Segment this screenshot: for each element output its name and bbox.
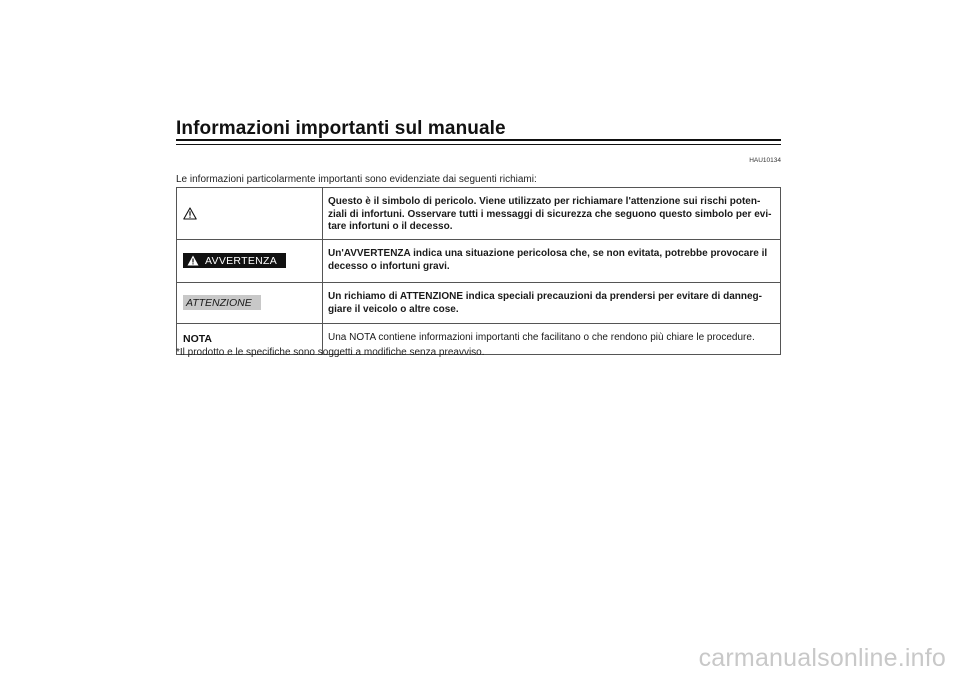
signal-words-table [176, 187, 781, 355]
warning-triangle-icon [187, 255, 199, 266]
hazard-symbol-cell [177, 188, 323, 239]
intro-text: Le informazioni particolarmente importanti sono evidenziate dai seguenti richiami: [176, 174, 537, 185]
warning-badge [183, 253, 286, 268]
note-description: Una NOTA contiene informazioni importanti che facilitano o che rendono più chiare le procedure. [328, 332, 755, 343]
watermark: carmanualsonline.info [698, 644, 946, 672]
warning-label: AVVERTENZA [205, 254, 278, 267]
hazard-description: Questo è il simbolo di pericolo. Viene utilizzato per richiamare l'attenzione sui rischi poten-ziali di infortuni. Osservare tutti i messaggi di sicurezza che seguono questo simbolo per evi-tare infortuni o il decesso. [328, 196, 772, 232]
footnote: *Il prodotto e le specifiche sono soggetti a modifiche senza preavviso. [176, 347, 485, 358]
caution-description: Un richiamo di ATTENZIONE indica speciali precauzioni da prendersi per evitare di danneg-giare il veicolo o altre cose. [328, 291, 762, 315]
page-title: Informazioni importanti sul manuale [176, 118, 506, 139]
document-code: HAU10134 [749, 157, 781, 164]
table-row-caution [177, 282, 780, 323]
warning-description: Un'AVVERTENZA indica una situazione pericolosa che, se non evitata, potrebbe provocare il decesso o infortuni gravi. [328, 248, 768, 272]
caution-badge: ATTENZIONE [183, 295, 261, 310]
warning-label-cell [177, 240, 323, 282]
caution-label-cell [177, 283, 323, 323]
note-label: NOTA [183, 333, 212, 345]
table-row-hazard [177, 188, 780, 239]
title-rule [176, 139, 781, 145]
hazard-triangle-icon [183, 207, 197, 220]
table-row-warning [177, 239, 780, 282]
